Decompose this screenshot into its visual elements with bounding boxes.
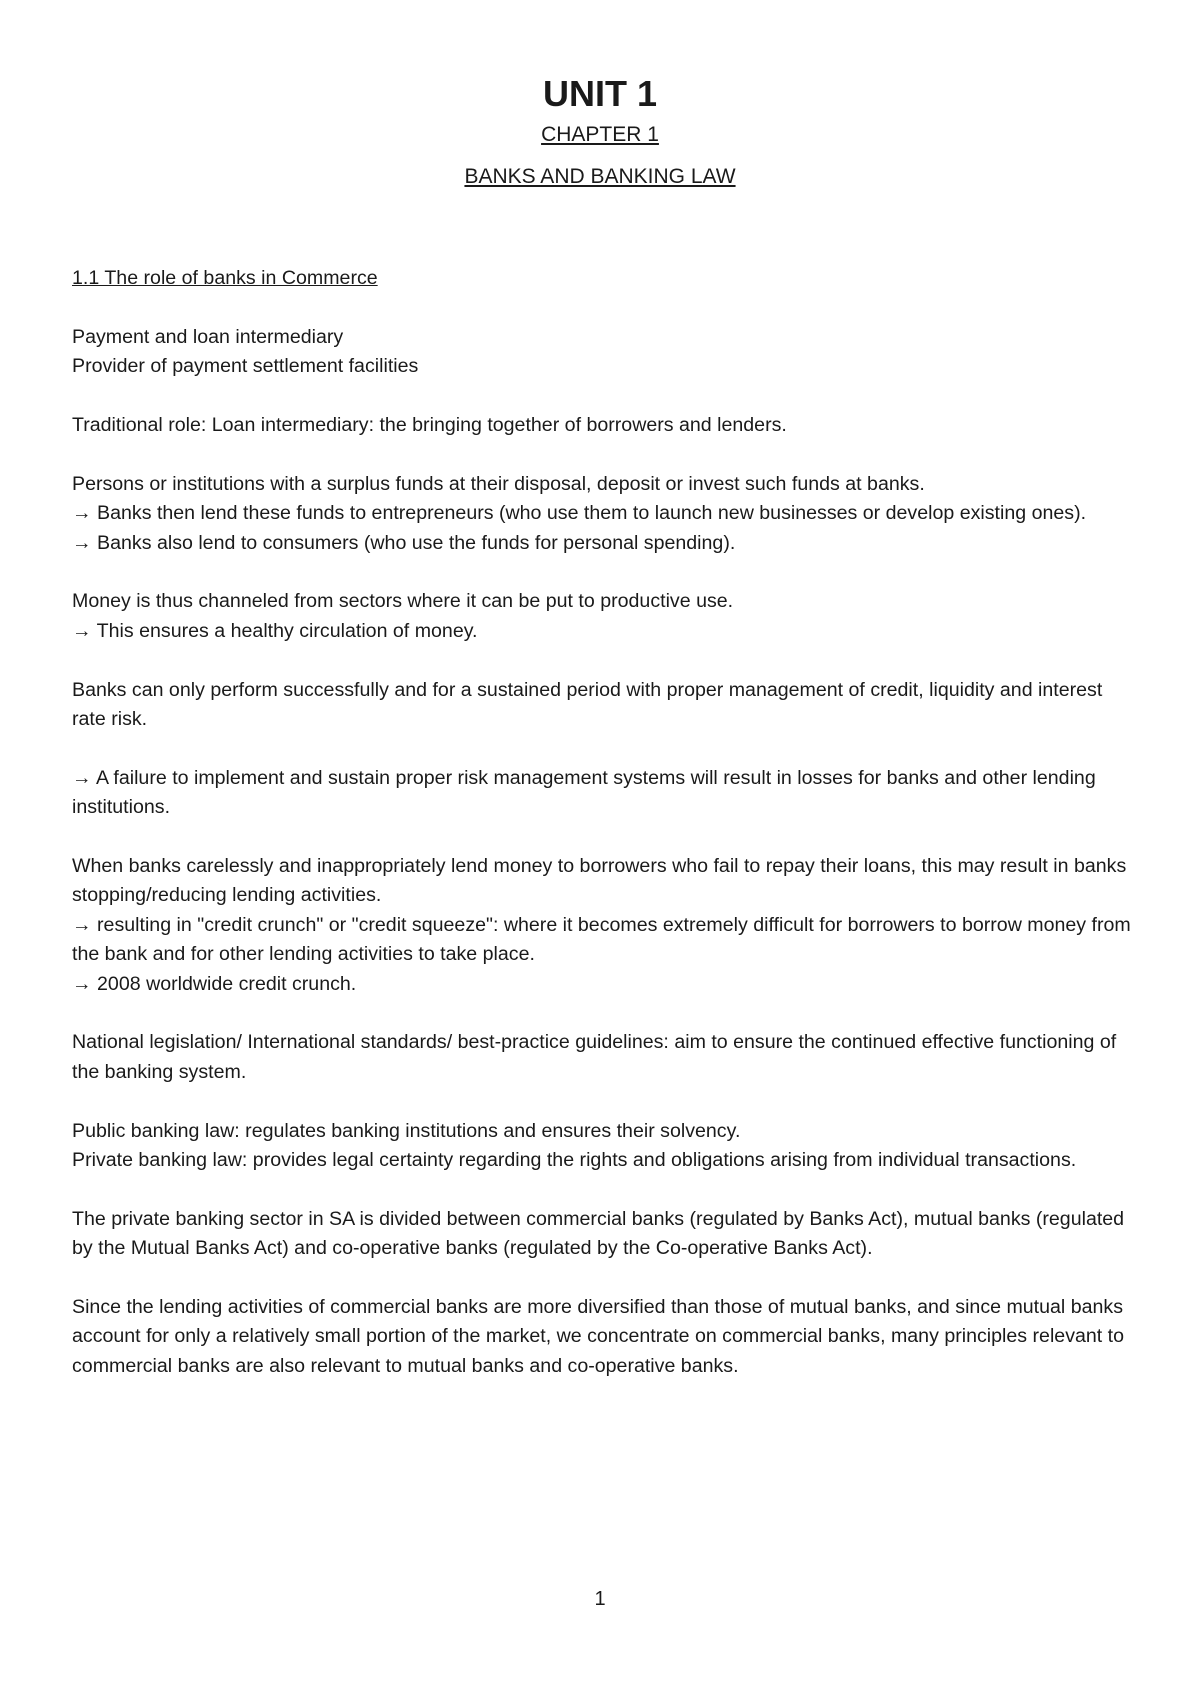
paragraph-line: Public banking law: regulates banking institutions and ensures their solvency. [72, 1119, 741, 1142]
paragraph [72, 470, 1140, 558]
paragraph-line: Persons or institutions with a surplus funds at their disposal, deposit or invest such funds at banks. [72, 472, 925, 495]
paragraph-line: Payment and loan intermediary [72, 325, 344, 348]
paragraph-line: The private banking sector in SA is divided between commercial banks (regulated by Banks Act), mutual banks (regulated by the Mutual Banks Act) and co-operative banks (regulated by the Co-operative Banks Act). [72, 1207, 1125, 1260]
paragraph [72, 1205, 1140, 1264]
paragraph-line: Since the lending activities of commercial banks are more diversified than those of mutual banks, and since mutual banks account for only a relatively small portion of the market, we concentrate on commercial banks, many principles relevant to commercial banks are also relevant to mutual banks and co-operative banks. [72, 1296, 1125, 1377]
chapter-title: BANKS AND BANKING LAW [464, 165, 736, 188]
section-heading: 1.1 The role of banks in Commerce [72, 267, 378, 289]
paragraph-line: → A failure to implement and sustain proper risk management systems will result in losses for banks and other lending institutions. [72, 766, 1096, 819]
paragraph-line: Private banking law: provides legal certainty regarding the rights and obligations arising from individual transactions. [72, 1149, 1077, 1172]
paragraph-line: Money is thus channeled from sectors where it can be put to productive use. [72, 590, 734, 613]
paragraph-line: → Banks also lend to consumers (who use the funds for personal spending). [72, 531, 736, 554]
paragraph-line: → resulting in "credit crunch" or "credit squeeze": where it becomes extremely difficult for borrowers to borrow money from the bank and for other lending activities to take place. [72, 913, 1131, 966]
unit-title: UNIT 1 [542, 73, 657, 114]
document-body [72, 264, 1140, 1411]
paragraph-line: → This ensures a healthy circulation of money. [72, 619, 478, 642]
paragraph-line: Traditional role: Loan intermediary: the bringing together of borrowers and lenders. [72, 414, 787, 436]
paragraph-line: When banks carelessly and inappropriately lend money to borrowers who fail to repay their loans, this may result in banks stopping/reducing lending activities. [72, 855, 1127, 907]
paragraph [72, 411, 1140, 440]
page-number: 1 [594, 1588, 606, 1610]
paragraph [72, 676, 1140, 735]
paragraph [72, 1117, 1140, 1176]
paragraph-line: Provider of payment settlement facilities [72, 355, 419, 378]
paragraph [72, 764, 1140, 823]
paragraph-line: Banks can only perform successfully and for a sustained period with proper management of credit, liquidity and interest rate risk. [72, 678, 1103, 731]
paragraph [72, 1028, 1140, 1087]
paragraph-line: → Banks then lend these funds to entrepreneurs (who use them to launch new businesses or develop existing ones). [72, 502, 1087, 525]
paragraph [72, 323, 1140, 382]
paragraph-line: National legislation/ International standards/ best-practice guidelines: aim to ensure the continued effective functioning of the banking system. [72, 1031, 1117, 1083]
paragraph [72, 852, 1140, 999]
paragraph [72, 587, 1140, 646]
paragraph [72, 1293, 1140, 1381]
chapter-label: CHAPTER 1 [541, 123, 659, 146]
paragraph-line: → 2008 worldwide credit crunch. [72, 972, 357, 995]
